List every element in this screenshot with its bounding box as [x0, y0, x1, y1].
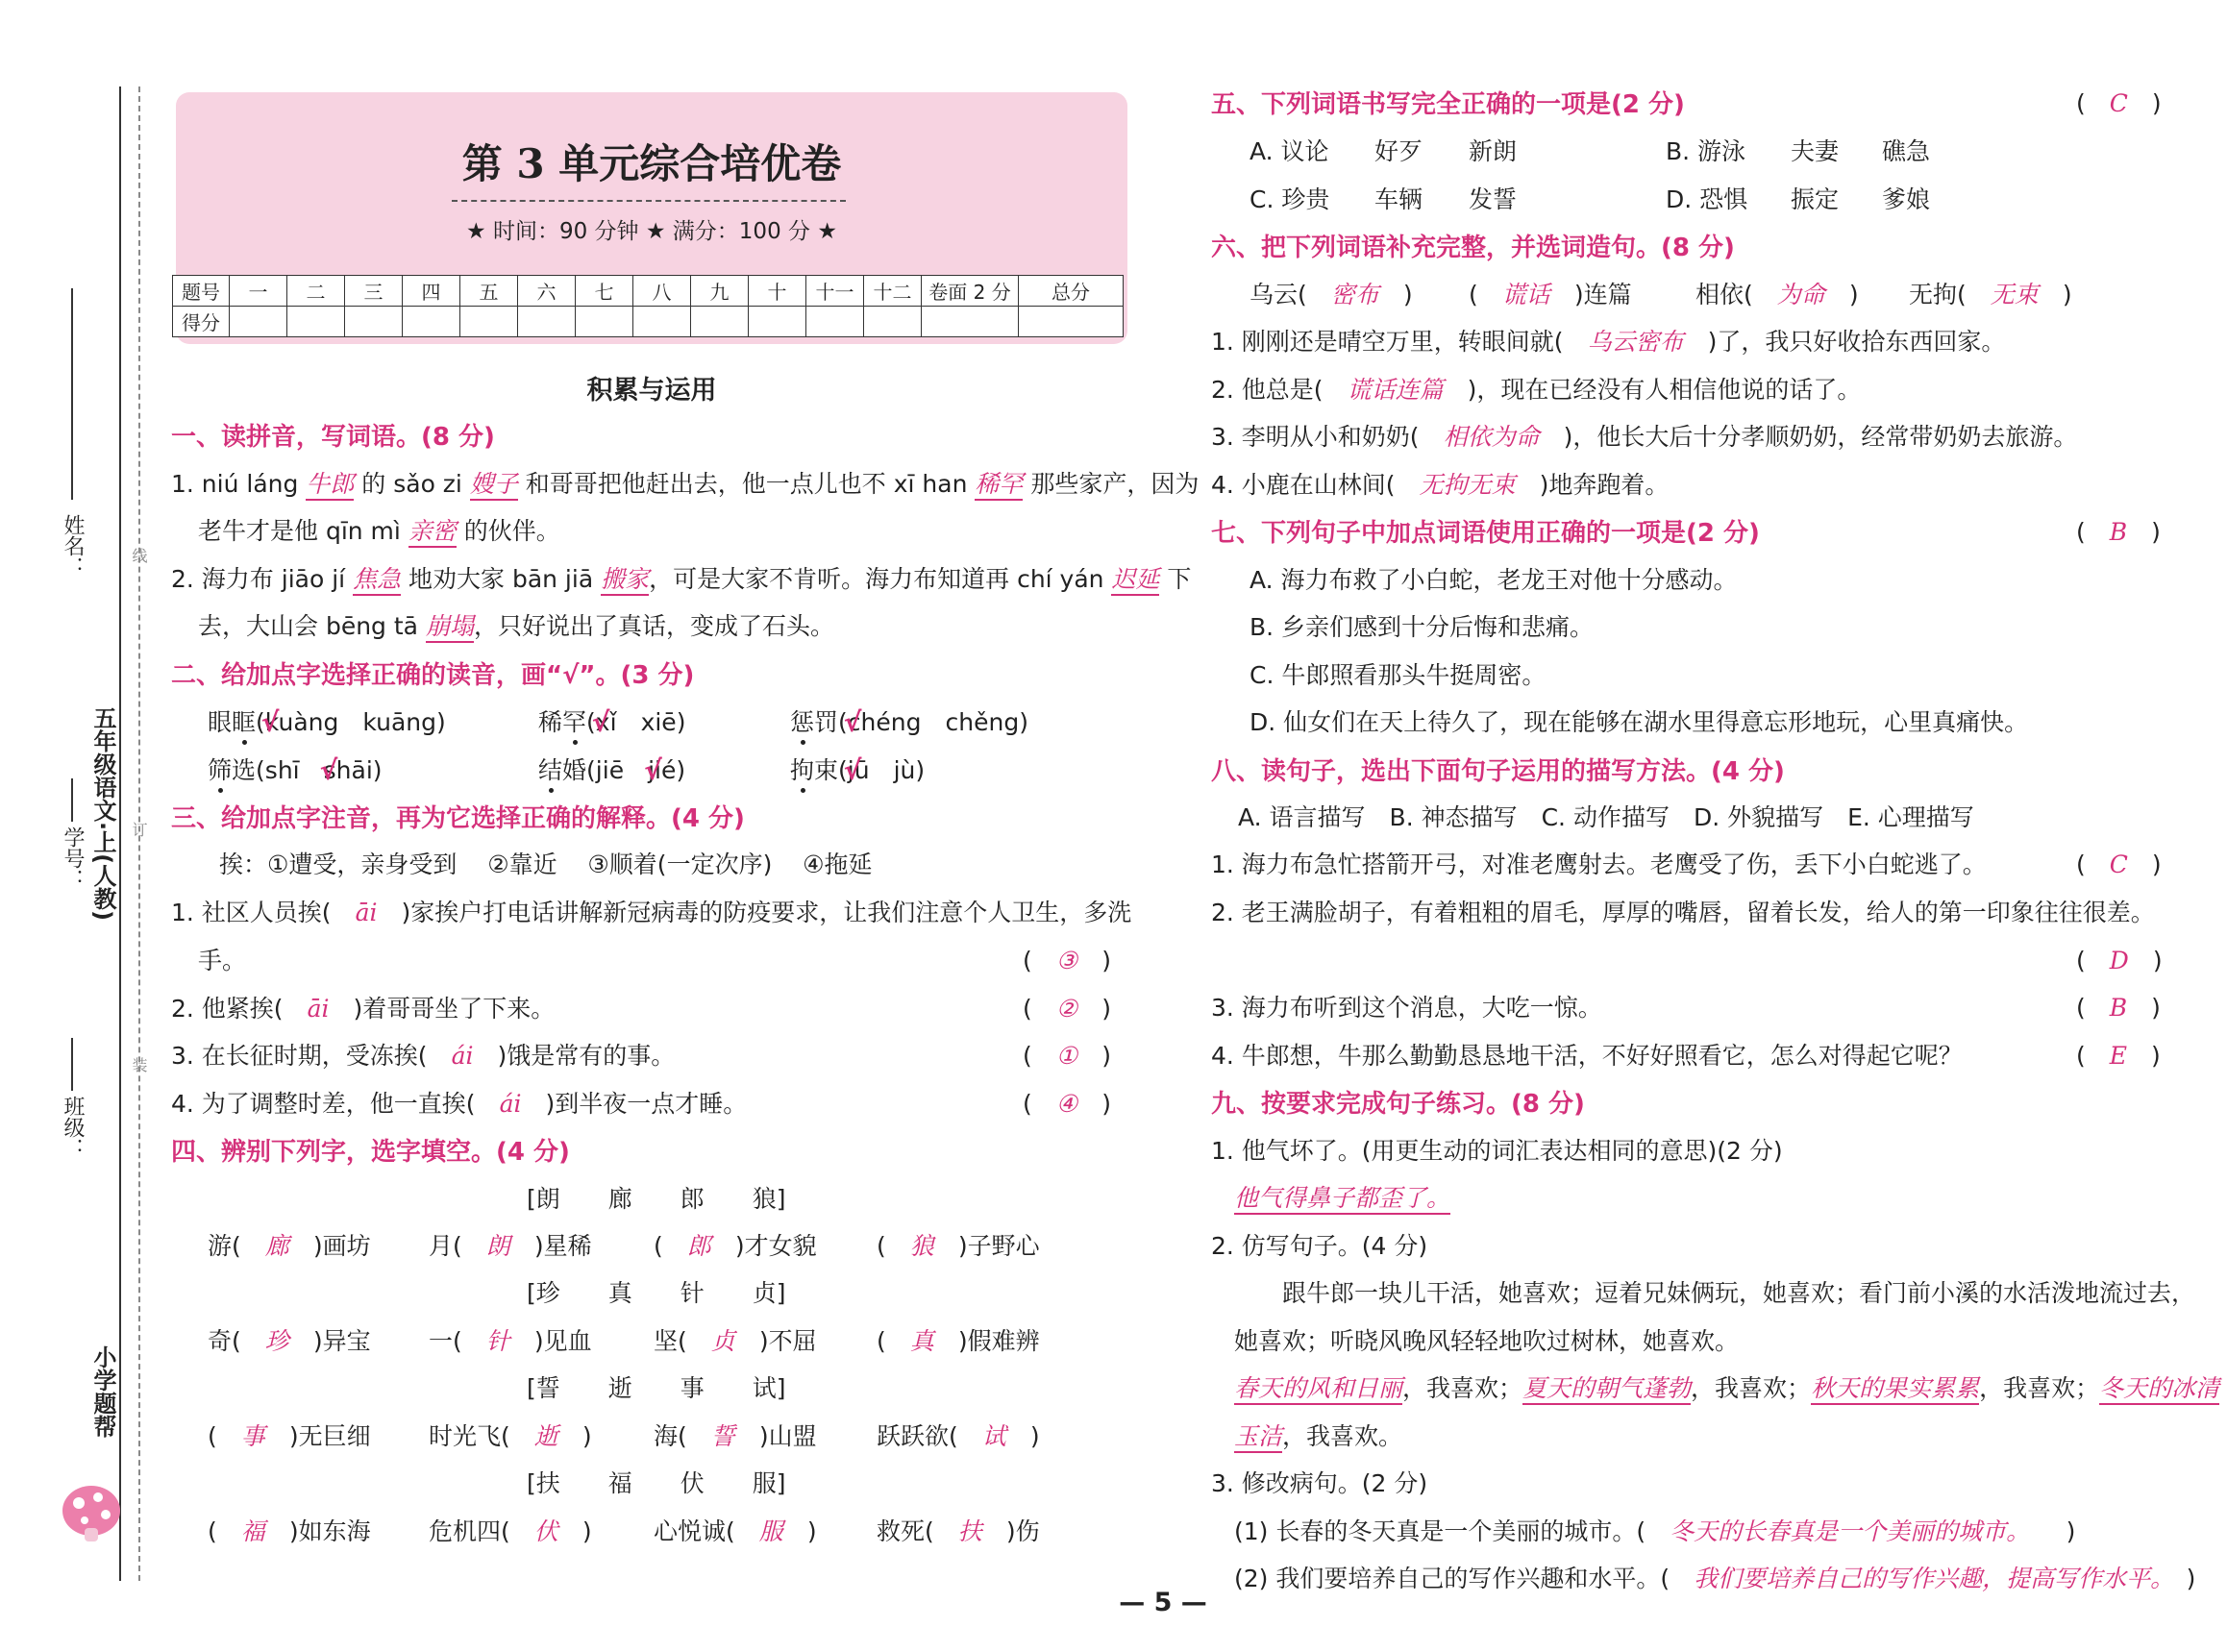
score-col: 十一	[806, 276, 864, 307]
s8-q2: 2. 老王满脸胡子，有着粗粗的眉毛，厚厚的嘴唇，留着长发，给人的第一印象往往很差。	[1211, 899, 2155, 926]
cut-mark-xian: 线	[130, 548, 148, 563]
s5-optB: B. 游泳	[1666, 137, 1746, 165]
s5-optC: C. 珍贵	[1250, 185, 1330, 213]
s9-q3: 3. 修改病句。(2 分)	[1211, 1469, 1428, 1497]
s4-g4-i3: 心悦诚( 服 )	[654, 1517, 817, 1545]
s5-optC-w3: 发誓	[1469, 185, 1518, 213]
brand-label: 小学题帮	[89, 1345, 116, 1438]
class-line	[71, 1038, 73, 1091]
s9-q2-line1: 跟牛郎一块儿干活，她喜欢；逗着兄妹俩玩，她喜欢；看门前小溪的水活泼地流过去，	[1282, 1279, 2196, 1307]
s9-q1: 1. 他气坏了。(用更生动的词汇表达相同的意思)(2 分)	[1211, 1137, 1783, 1165]
s1-line1: 1. niú láng 牛郎 的 sǎo zi 嫂子 和哥哥把他赶出去，他一点儿也不 xī han 稀罕 那些家产，因为	[171, 465, 1199, 500]
answer: 搬家	[601, 565, 649, 596]
s6-q2: 2. 他总是( 谎话连篇 )，现在已经没有人相信他说的话了。	[1211, 376, 1862, 404]
score-col: 十二	[864, 276, 922, 307]
course-label: 五年级语文·上(人教)	[89, 706, 116, 922]
score-col: 五	[460, 276, 518, 307]
s7-optA: A. 海力布救了小白蛇，老龙王对他十分感动。	[1250, 566, 1738, 594]
s8-q3: 3. 海力布听到这个消息，大吃一惊。	[1211, 994, 1602, 1022]
score-cell[interactable]	[922, 307, 1019, 337]
s6-q4: 4. 小鹿在山林间( 无拘无束 )地奔跑着。	[1211, 471, 1670, 499]
s9-q2-line2: 她喜欢；听晓风晚风轻轻地吹过树林，她喜欢。	[1234, 1327, 1740, 1355]
s9-q3-2: (2) 我们要培养自己的写作兴趣和水平。( 我们要培养自己的写作兴趣，提高写作水平。 )	[1234, 1565, 2196, 1592]
score-col-total: 总分	[1019, 276, 1124, 307]
s6-word4: 无拘( 无束 )	[1909, 281, 2072, 308]
section6-title: 六、把下列词语补充完整，并选词造句。(8 分)	[1211, 234, 1735, 262]
score-col-neatness: 卷面 2 分	[922, 276, 1019, 307]
s2-item3: 惩罚(√ chéng chěng)	[790, 703, 1028, 738]
exam-title: 第 3 单元综合培优卷	[461, 140, 842, 187]
part-title: 积累与运用	[586, 376, 717, 406]
cut-mark-ding: 订	[130, 822, 148, 837]
s7-optB: B. 乡亲们感到十分后悔和悲痛。	[1250, 613, 1595, 641]
s4-g4-i1: ( 福 )如东海	[208, 1517, 371, 1545]
s3-definitions: 挨：①遭受，亲身受到 ②靠近 ③顺着(一定次序) ④拖延	[219, 851, 873, 878]
s1-line4: 去，大山会 bēng tā 崩塌，只好说出了真话，变成了石头。	[198, 607, 834, 642]
s8-options: A. 语言描写 B. 神态描写 C. 动作描写 D. 外貌描写 E. 心理描写	[1238, 803, 1974, 831]
score-row-label: 得分	[173, 307, 230, 337]
section5-title: 五、下列词语书写完全正确的一项是(2 分)	[1211, 90, 1685, 119]
s5-optB-w2: 夫妻	[1791, 137, 1840, 165]
s9-a2-line2: 玉洁，我喜欢。	[1234, 1418, 1402, 1452]
answer: 崩塌	[426, 612, 474, 643]
section2-title: 二、给加点字选择正确的读音，画“√”。(3 分)	[171, 661, 695, 690]
name-line	[71, 288, 73, 500]
s4-g2-i1: 奇( 珍 )异宝	[208, 1327, 371, 1355]
s4-g3-i2: 时光飞( 逝 )	[429, 1422, 592, 1450]
s8-q2-answer: ( D )	[2076, 947, 2163, 974]
s8-q4-answer: ( E )	[2076, 1042, 2161, 1070]
s1-line3: 2. 海力布 jiāo jí 焦急 地劝大家 bān jiā 搬家，可是大家不肯听。海力布知道再 chí yán 迟延 下	[171, 560, 1191, 595]
s5-optB-w3: 礁急	[1882, 137, 1931, 165]
answer: 牛郎	[306, 470, 354, 501]
answer: 稀罕	[975, 470, 1023, 501]
s7-optC: C. 牛郎照看那头牛挺周密。	[1250, 661, 1547, 689]
s4-g1-i3: ( 郎 )才女貌	[654, 1232, 817, 1260]
score-table	[172, 275, 1124, 337]
section3-title: 三、给加点字注音，再为它选择正确的解释。(4 分)	[171, 804, 745, 833]
s4-g4-i2: 危机四( 伏 )	[429, 1517, 592, 1545]
s5-optD: D. 恐惧	[1666, 185, 1748, 213]
s3-q2-answer: ( ② )	[1023, 995, 1111, 1023]
s3-q4: 4. 为了调整时差，他一直挨( ái )到半夜一点才睡。	[171, 1090, 748, 1118]
s2-item6: 拘束(√ jū jù)	[790, 752, 925, 786]
s5-optD-w3: 爹娘	[1882, 185, 1931, 213]
s7-answer: ( B )	[2076, 518, 2161, 546]
name-label: 姓名：	[61, 514, 85, 578]
s9-q2: 2. 仿写句子。(4 分)	[1211, 1232, 1428, 1260]
page-number: — 5 —	[1119, 1588, 1207, 1617]
s3-q1: 1. 社区人员挨( āi )家挨户打电话讲解新冠病毒的防疫要求，让我们注意个人卫生，多洗	[171, 899, 1132, 926]
s3-q1-cont: 手。	[198, 947, 247, 974]
s2-item1: 眼眶(√ kuàng kuāng)	[208, 703, 446, 738]
s8-q1: 1. 海力布急忙搭箭开弓，对准老鹰射去。老鹰受了伤，丢下小白蛇逃了。	[1211, 851, 1987, 878]
s6-word2: ( 谎话 )连篇	[1469, 281, 1632, 308]
section9-title: 九、按要求完成句子练习。(8 分)	[1211, 1090, 1585, 1119]
s4-g1-i1: 游( 廊 )画坊	[208, 1232, 371, 1260]
xuehao-label: 学号：	[61, 826, 85, 890]
s6-word3: 相依( 为命 )	[1695, 281, 1859, 308]
s3-q4-answer: ( ④ )	[1023, 1090, 1111, 1118]
score-value-row	[173, 307, 1124, 337]
s5-optC-w2: 车辆	[1374, 185, 1423, 213]
score-col: 四	[403, 276, 460, 307]
s4-g2-i2: 一( 针 )见血	[429, 1327, 592, 1355]
section4-title: 四、辨别下列字，选字填空。(4 分)	[171, 1138, 570, 1167]
score-col: 八	[633, 276, 691, 307]
s6-q1: 1. 刚刚还是晴空万里，转眼间就( 乌云密布 )了，我只好收拾东西回家。	[1211, 328, 2006, 356]
s9-a1: 他气得鼻子都歪了。	[1234, 1179, 1450, 1214]
s1-line2: 老牛才是他 qīn mì 亲密 的伙伴。	[198, 512, 560, 547]
s3-q1-answer: ( ③ )	[1023, 947, 1111, 974]
s3-q3-answer: ( ① )	[1023, 1042, 1111, 1070]
section7-title: 七、下列句子中加点词语使用正确的一项是(2 分)	[1211, 519, 1760, 548]
answer: 嫂子	[470, 470, 518, 501]
score-col: 二	[287, 276, 345, 307]
s5-optA: A. 议论	[1250, 137, 1329, 165]
s5-answer: ( C )	[2076, 89, 2162, 117]
score-col: 七	[576, 276, 633, 307]
s4-g2-i3: 坚( 贞 )不屈	[654, 1327, 817, 1355]
s9-q3-1: (1) 长春的冬天真是一个美丽的城市。( 冬天的长春真是一个美丽的城市。 )	[1234, 1517, 2076, 1545]
s3-q3: 3. 在长征时期，受冻挨( ái )饿是常有的事。	[171, 1042, 676, 1070]
xuehao-line	[71, 778, 73, 822]
s5-optA-w3: 新朗	[1469, 137, 1518, 165]
s9-a2-line1: 春天的风和日丽，我喜欢；夏天的朝气蓬勃，我喜欢；秋天的果实累累，我喜欢；冬天的冰清	[1234, 1369, 2219, 1404]
s2-item4: 筛选(shī √ shāi)	[208, 752, 383, 786]
s4-g4-i4: 救死( 扶 )伤	[877, 1517, 1040, 1545]
class-label: 班级：	[61, 1096, 85, 1159]
section8-title: 八、读句子，选出下面句子运用的描写方法。(4 分)	[1211, 757, 1785, 786]
answer: 亲密	[408, 517, 457, 548]
score-cell[interactable]	[230, 307, 287, 337]
s8-q1-answer: ( C )	[2076, 851, 2162, 878]
score-cell[interactable]	[287, 307, 345, 337]
s4-group1-chars: [朗 廊 郎 狼]	[527, 1185, 786, 1213]
score-cell[interactable]	[403, 307, 460, 337]
score-cell[interactable]	[345, 307, 403, 337]
s4-g3-i4: 跃跃欲( 试 )	[877, 1422, 1040, 1450]
s8-q3-answer: ( B )	[2076, 994, 2161, 1022]
s4-g3-i3: 海( 誓 )山盟	[654, 1422, 817, 1450]
score-cell[interactable]	[806, 307, 864, 337]
s4-g1-i2: 月( 朗 )星稀	[429, 1232, 592, 1260]
s4-g3-i1: ( 事 )无巨细	[208, 1422, 371, 1450]
score-col: 一	[230, 276, 287, 307]
score-cell[interactable]	[749, 307, 806, 337]
score-header-row	[173, 276, 1124, 307]
answer: 迟延	[1111, 565, 1159, 596]
score-col: 九	[691, 276, 749, 307]
s8-q4: 4. 牛郎想，牛那么勤勤恳恳地干活，不好好照看它，怎么对得起它呢？	[1211, 1042, 1963, 1070]
score-cell[interactable]	[691, 307, 749, 337]
score-cell[interactable]	[576, 307, 633, 337]
s5-optD-w2: 振定	[1791, 185, 1840, 213]
mushroom-logo-icon	[58, 1478, 125, 1545]
s2-item5: 结婚(jiē √ jié)	[538, 752, 685, 786]
score-col: 十	[749, 276, 806, 307]
s4-g2-i4: ( 真 )假难辨	[877, 1327, 1040, 1355]
exam-meta: ★ 时间：90 分钟 ★ 满分：100 分 ★	[466, 219, 837, 244]
s2-item2: 稀罕(√ xǐ xiē)	[538, 703, 685, 738]
answer: 焦急	[353, 565, 401, 596]
score-cell[interactable]	[1019, 307, 1124, 337]
s4-group3-chars: [誓 逝 事 试]	[527, 1374, 786, 1402]
cut-mark-zhuang: 装	[130, 1057, 148, 1073]
score-col: 三	[345, 276, 403, 307]
score-col-label: 题号	[173, 276, 230, 307]
s6-word1: 乌云( 密布 )	[1250, 281, 1413, 308]
score-cell[interactable]	[864, 307, 922, 337]
score-cell[interactable]	[460, 307, 518, 337]
s4-group2-chars: [珍 真 针 贞]	[527, 1279, 786, 1307]
s5-optA-w2: 好歹	[1374, 137, 1423, 165]
s4-group4-chars: [扶 福 伏 服]	[527, 1469, 786, 1497]
title-underline	[452, 200, 846, 202]
score-col: 六	[518, 276, 576, 307]
section1-title: 一、读拼音，写词语。(8 分)	[171, 423, 495, 452]
s4-g1-i4: ( 狼 )子野心	[877, 1232, 1040, 1260]
score-cell[interactable]	[633, 307, 691, 337]
s3-q2: 2. 他紧挨( āi )着哥哥坐了下来。	[171, 995, 556, 1023]
s7-optD: D. 仙女们在天上待久了，现在能够在湖水里得意忘形地玩，心里真痛快。	[1250, 708, 2029, 736]
score-cell[interactable]	[518, 307, 576, 337]
s6-q3: 3. 李明从小和奶奶( 相依为命 )，他长大后十分孝顺奶奶，经常带奶奶去旅游。	[1211, 423, 2078, 451]
